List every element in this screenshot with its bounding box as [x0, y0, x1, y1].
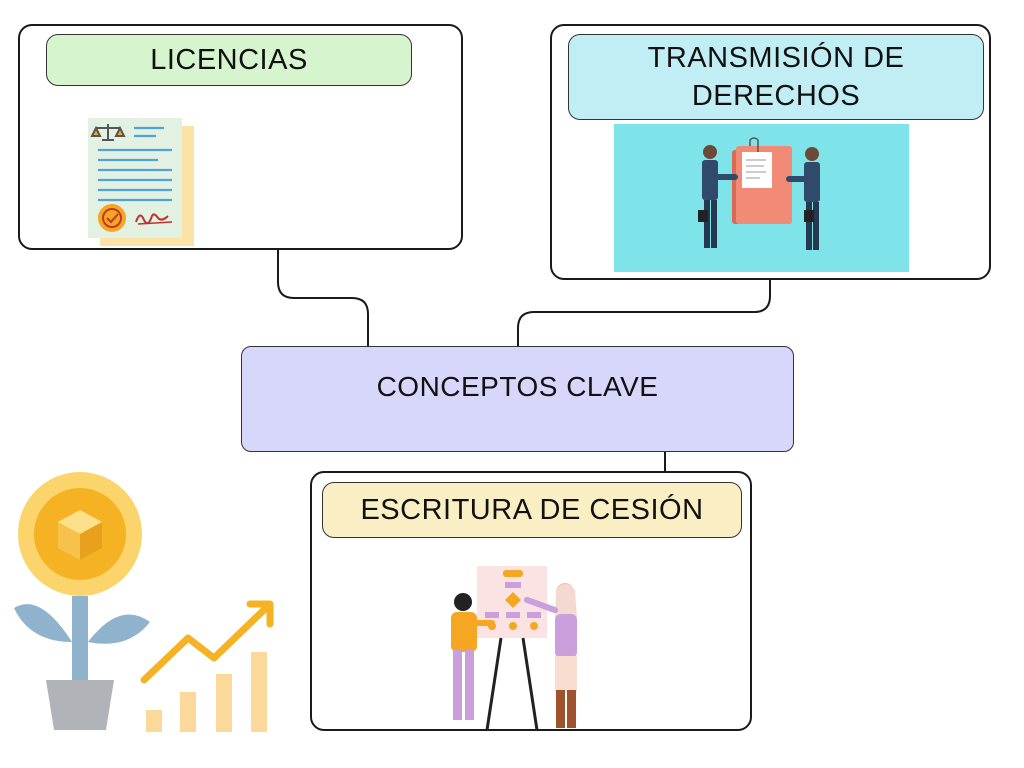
connector-transmision [518, 280, 770, 346]
licencias-label[interactable]: LICENCIAS [46, 34, 412, 86]
conceptos-clave-title: CONCEPTOS CLAVE [376, 371, 659, 402]
conceptos-clave-box[interactable] [241, 346, 794, 452]
transmision-title-line1: TRANSMISIÓN DE [647, 42, 905, 74]
connector-licencias [278, 250, 368, 346]
escritura-label[interactable]: ESCRITURA DE CESIÓN [322, 482, 742, 538]
transmision-title-line2: DERECHOS [691, 80, 861, 112]
license-document-icon [88, 118, 198, 248]
business-handshake-illustration [614, 124, 909, 272]
transmision-label[interactable] [568, 34, 984, 120]
growth-plant-chart-illustration [10, 472, 275, 734]
flowchart-presentation-illustration [425, 562, 595, 732]
